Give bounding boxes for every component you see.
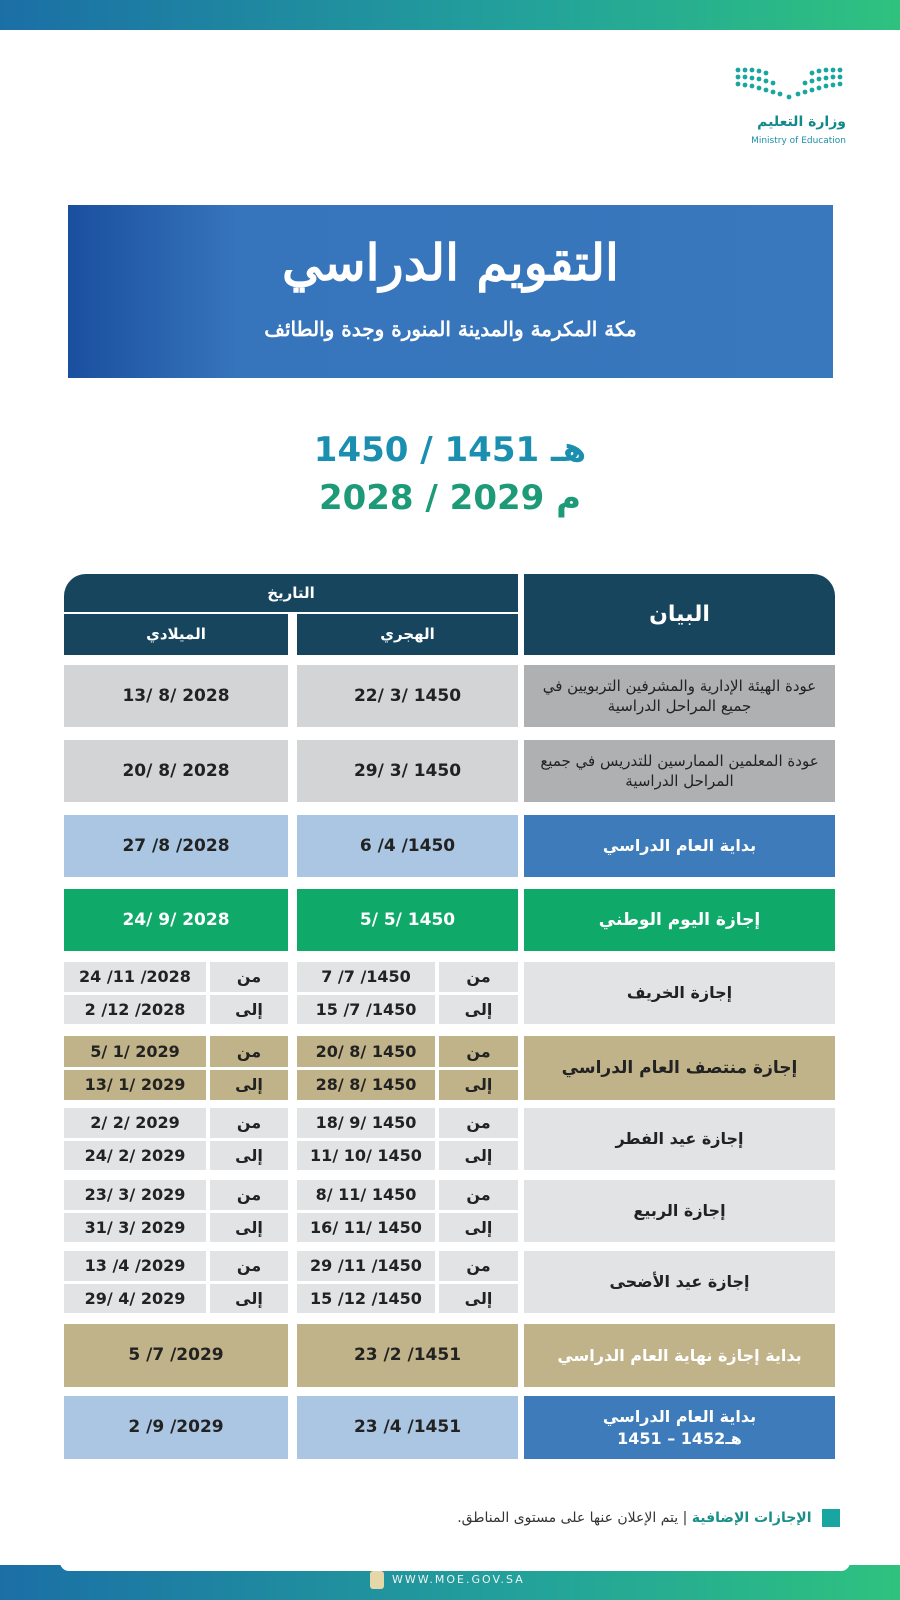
- gregorian-from: 13 /4 /2029: [64, 1251, 206, 1281]
- website-link[interactable]: WWW.MOE.GOV.SA: [392, 1573, 525, 1586]
- row-gregorian: 20/ 8/ 2028: [64, 740, 288, 802]
- row-label: بداية العام الدراسي: [524, 815, 835, 877]
- emblem-icon: [370, 1571, 384, 1589]
- top-gradient-bar: [0, 0, 900, 30]
- row-gregorian: 5 /7 /2029: [64, 1324, 288, 1387]
- header-item: البيان: [524, 574, 835, 655]
- footnote: [420, 1509, 840, 1527]
- ministry-logo: [732, 66, 852, 154]
- hijri-year: 1450 / 1451 هـ: [313, 430, 587, 470]
- gregorian-from: 5/ 1/ 2029: [64, 1036, 206, 1067]
- hijri-to: 11/ 10/ 1450: [297, 1141, 435, 1170]
- row-label: إجازة عيد الأضحى: [524, 1251, 835, 1313]
- hijri-to: 15 /7 /1450: [297, 995, 435, 1024]
- from-label: من: [439, 1180, 518, 1210]
- logo-dots-icon: [734, 66, 844, 100]
- to-label: إلى: [439, 1284, 518, 1313]
- page-title: التقويم الدراسي: [282, 233, 619, 292]
- to-label: إلى: [210, 995, 288, 1024]
- from-label: من: [210, 1036, 288, 1067]
- row-hijri: 23 /4 /1451: [297, 1396, 518, 1459]
- to-label: إلى: [439, 1213, 518, 1242]
- hijri-to: 28/ 8/ 1450: [297, 1070, 435, 1100]
- hijri-to: 15 /12 /1450: [297, 1284, 435, 1313]
- row-label: إجازة عيد الفطر: [524, 1108, 835, 1170]
- to-label: إلى: [210, 1213, 288, 1242]
- gregorian-to: 13/ 1/ 2029: [64, 1070, 206, 1100]
- from-label: من: [210, 1108, 288, 1138]
- gregorian-to: 29/ 4/ 2029: [64, 1284, 206, 1313]
- to-label: إلى: [439, 995, 518, 1024]
- to-label: إلى: [439, 1070, 518, 1100]
- hijri-from: 7 /7 /1450: [297, 962, 435, 992]
- hijri-from: 18/ 9/ 1450: [297, 1108, 435, 1138]
- header-date: التاريخ: [64, 574, 518, 612]
- gregorian-to: 2 /12 /2028: [64, 995, 206, 1024]
- to-label: إلى: [210, 1284, 288, 1313]
- row-hijri: 5/ 5/ 1450: [297, 889, 518, 951]
- row-gregorian: 13/ 8/ 2028: [64, 665, 288, 727]
- hijri-from: 29 /11 /1450: [297, 1251, 435, 1281]
- row-label: [524, 1396, 835, 1459]
- from-label: من: [210, 1180, 288, 1210]
- from-label: من: [439, 962, 518, 992]
- row-hijri: 29/ 3/ 1450: [297, 740, 518, 802]
- footnote-text: | يتم الإعلان عنها على مستوى المناطق.: [457, 1510, 688, 1526]
- hijri-from: 20/ 8/ 1450: [297, 1036, 435, 1067]
- row-hijri: 22/ 3/ 1450: [297, 665, 518, 727]
- to-label: إلى: [210, 1141, 288, 1170]
- row-label: بداية إجازة نهاية العام الدراسي: [524, 1324, 835, 1387]
- from-label: من: [210, 962, 288, 992]
- hijri-to: 16/ 11/ 1450: [297, 1213, 435, 1242]
- gregorian-from: 2/ 2/ 2029: [64, 1108, 206, 1138]
- row-label: إجازة الخريف: [524, 962, 835, 1024]
- gregorian-year: 2028 / 2029 م: [318, 478, 582, 518]
- row-label: عودة الهيئة الإدارية والمشرفين التربويين في جميع المراحل الدراسية: [524, 665, 835, 727]
- hijri-from: 8/ 11/ 1450: [297, 1180, 435, 1210]
- row-label: إجازة منتصف العام الدراسي: [524, 1036, 835, 1100]
- row-gregorian: 2 /9 /2029: [64, 1396, 288, 1459]
- from-label: من: [210, 1251, 288, 1281]
- footnote-square-icon: [822, 1509, 840, 1527]
- logo-english-text: Ministry of Education: [751, 136, 846, 146]
- to-label: إلى: [210, 1070, 288, 1100]
- header-gregorian: الميلادي: [64, 614, 288, 655]
- row-label-line1: بداية العام الدراسي: [602, 1406, 757, 1426]
- title-banner: [68, 205, 833, 378]
- from-label: من: [439, 1036, 518, 1067]
- row-hijri: 23 /2 /1451: [297, 1324, 518, 1387]
- footnote-strong: الإجازات الإضافية: [691, 1510, 812, 1526]
- row-label-line2: 1451 – 1452هـ: [617, 1428, 742, 1448]
- row-gregorian: 24/ 9/ 2028: [64, 889, 288, 951]
- row-label: إجازة اليوم الوطني: [524, 889, 835, 951]
- to-label: إلى: [439, 1141, 518, 1170]
- row-label: عودة المعلمين الممارسين للتدريس في جميع المراحل الدراسية: [524, 740, 835, 802]
- header-hijri: الهجري: [297, 614, 518, 655]
- page-subtitle: مكة المكرمة والمدينة المنورة وجدة والطائف: [264, 317, 637, 341]
- gregorian-from: 24 /11 /2028: [64, 962, 206, 992]
- from-label: من: [439, 1108, 518, 1138]
- footer-card: [60, 1553, 850, 1571]
- gregorian-to: 24/ 2/ 2029: [64, 1141, 206, 1170]
- gregorian-to: 31/ 3/ 2029: [64, 1213, 206, 1242]
- logo-arabic-text: وزارة التعليم: [757, 114, 846, 130]
- row-hijri: 6 /4 /1450: [297, 815, 518, 877]
- row-label: إجازة الربيع: [524, 1180, 835, 1242]
- from-label: من: [439, 1251, 518, 1281]
- row-gregorian: 27 /8 /2028: [64, 815, 288, 877]
- gregorian-from: 23/ 3/ 2029: [64, 1180, 206, 1210]
